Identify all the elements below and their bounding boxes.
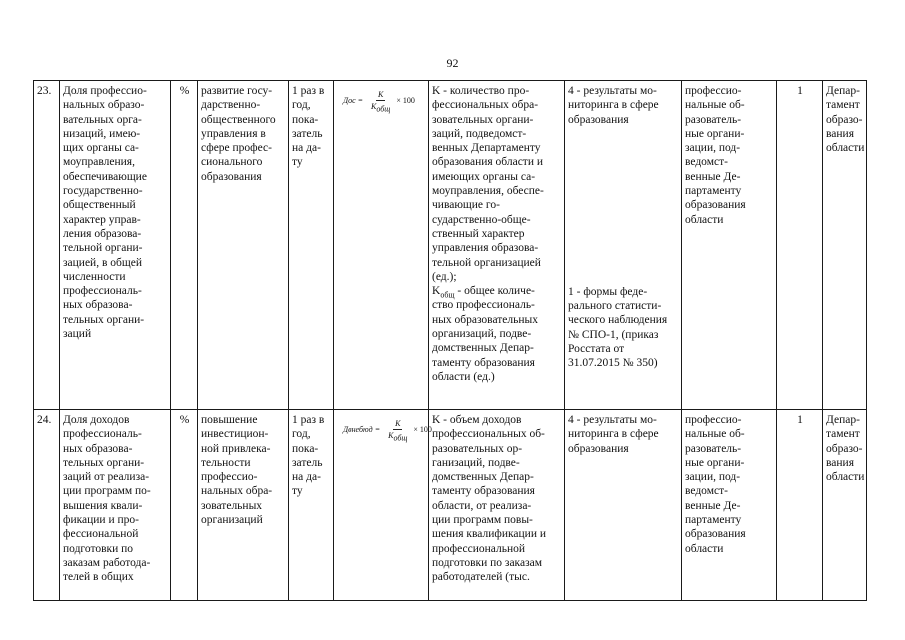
variables-line: работодателей (тыс. <box>432 571 530 584</box>
sources-line: 4 - результаты мо- <box>568 414 657 426</box>
frequency-line: 1 раз в <box>292 85 325 97</box>
direction-cell <box>198 81 289 410</box>
variables-line: организаций, подве- <box>432 328 532 341</box>
variables-line: K - количество про- <box>432 85 530 97</box>
sources-cell <box>565 81 682 410</box>
frequency-line: ту <box>292 485 303 498</box>
frequency-line: затель <box>292 127 323 140</box>
formula <box>343 419 432 443</box>
weight-value: 1 <box>797 85 803 97</box>
indicator-line: государственно- <box>63 185 143 198</box>
responsible-line: Депар- <box>826 414 860 426</box>
variables-line: (ед.); <box>432 270 457 283</box>
indicator-line: профессиональ- <box>63 428 142 441</box>
indicator-line: подготовки по <box>63 542 134 555</box>
variables-cell <box>429 410 565 601</box>
variables-line: профессиональной <box>432 542 526 555</box>
responsible-line: области <box>826 471 865 484</box>
reporting-line: области <box>685 542 724 555</box>
indicator-line: ных образова- <box>63 442 133 455</box>
frequency-line: год, <box>292 99 311 112</box>
indicator-line: обеспечивающие <box>63 170 147 183</box>
reporting-line: ведомст- <box>685 485 728 498</box>
direction-line: зовательных <box>201 499 263 512</box>
formula-denominator: Kобщ <box>371 102 391 114</box>
variables-line: области, от реализа- <box>432 499 532 512</box>
variables-line: шения квалификации и <box>432 528 547 541</box>
responsible-line: Депар- <box>826 85 860 97</box>
sources-line: образования <box>568 113 629 126</box>
indicator-cell <box>60 81 171 410</box>
responsible-line: образо- <box>826 442 863 455</box>
reporting-line: ные органи- <box>685 127 745 140</box>
table-row <box>34 410 867 601</box>
variables-line: области (ед.) <box>432 370 495 383</box>
reporting-line: зации, под- <box>685 142 741 155</box>
indicator-line: ции программ по- <box>63 485 151 498</box>
responsible-line: вания <box>826 127 854 140</box>
sources-line: 4 - результаты мо- <box>568 85 657 97</box>
variables-line: ство профессиональ- <box>432 299 535 312</box>
variables-line: сударственно-обще- <box>432 213 531 226</box>
indicator-line: телей в общих <box>63 571 134 584</box>
sources-cell <box>565 410 682 601</box>
responsible-cell <box>823 81 867 410</box>
indicator-line: заций от реализа- <box>63 471 150 484</box>
indicator-line: низаций, имею- <box>63 127 141 140</box>
variables-line: ции программ повы- <box>432 514 533 527</box>
variables-k-rest: - общее количе- <box>454 285 535 298</box>
formula-denominator: Kобщ <box>388 431 408 443</box>
sources-line: ниторинга в сфере <box>568 428 659 441</box>
frequency-line: на да- <box>292 142 321 155</box>
frequency-line: пока- <box>292 442 319 455</box>
frequency-line: ту <box>292 156 303 169</box>
formula-lhs: Двнебюд = <box>343 425 381 434</box>
indicator-line: общественный <box>63 199 136 212</box>
direction-cell <box>198 410 289 601</box>
sources-line: образования <box>568 442 629 455</box>
unit-value: % <box>179 414 190 426</box>
responsible-cell <box>823 410 867 601</box>
responsible-line: тамент <box>826 428 860 441</box>
sources-line: № СПО-1, (приказ <box>568 328 659 341</box>
variables-k-line <box>432 284 562 298</box>
variables-line: ственный характер <box>432 227 525 240</box>
reporting-line: разователь- <box>685 442 742 455</box>
variables-line: фессиональных обра- <box>432 99 539 112</box>
indicator-line: вышения квали- <box>63 499 143 512</box>
reporting-line: партаменту <box>685 514 742 527</box>
reporting-line: нальные об- <box>685 99 745 112</box>
reporting-line: зации, под- <box>685 471 741 484</box>
frequency-line: затель <box>292 456 323 469</box>
variables-line: подготовки по заказам <box>432 556 542 569</box>
reporting-cell <box>682 410 777 601</box>
variables-line: домственных Депар- <box>432 471 534 484</box>
variables-line: K - объем доходов <box>432 414 522 426</box>
indicator-line: ления образова- <box>63 227 142 240</box>
sources-line: рального статисти- <box>568 300 662 313</box>
direction-line: нальных обра- <box>201 485 273 498</box>
sources-line: 1 - формы феде- <box>568 285 648 298</box>
sources-line: 31.07.2015 № 350) <box>568 357 658 370</box>
variables-line: профессиональных об- <box>432 428 545 441</box>
variables-line: имеющих органы са- <box>432 170 536 183</box>
variables-line: тельной организацией <box>432 256 541 269</box>
frequency-line: год, <box>292 428 311 441</box>
unit-value: % <box>179 85 190 97</box>
row-number: 23. <box>37 85 52 97</box>
sources-line: ниторинга в сфере <box>568 99 659 112</box>
variables-cell <box>429 81 565 410</box>
frequency-line: пока- <box>292 113 319 126</box>
indicator-line: щих органы са- <box>63 142 139 155</box>
variables-line: таменту образования <box>432 356 535 369</box>
reporting-line: области <box>685 213 724 226</box>
reporting-line: партаменту <box>685 185 742 198</box>
variables-line: зовательных органи- <box>432 113 534 126</box>
direction-line: ной привлека- <box>201 442 271 455</box>
direction-line: дарственно- <box>201 99 261 112</box>
direction-line: профессио- <box>201 471 258 484</box>
indicator-line: тельной органи- <box>63 242 143 255</box>
indicators-table <box>33 80 867 601</box>
variables-line: заций, подведомст- <box>432 127 527 140</box>
formula-numerator: K <box>395 419 401 428</box>
variables-k-label: K <box>432 285 441 298</box>
row-number-cell <box>34 410 60 601</box>
indicator-line: моуправления, <box>63 156 135 169</box>
row-number: 24. <box>37 414 52 426</box>
reporting-cell <box>682 81 777 410</box>
indicator-line: профессиональ- <box>63 285 142 298</box>
frequency-cell <box>289 81 334 410</box>
direction-line: повышение <box>201 414 258 426</box>
reporting-line: ные органи- <box>685 456 745 469</box>
variables-line: чивающие го- <box>432 199 500 212</box>
indicator-cell <box>60 410 171 601</box>
variables-line: образования области и <box>432 156 544 169</box>
formula-cell <box>334 81 429 410</box>
indicator-line: фикации и про- <box>63 514 139 527</box>
frequency-cell <box>289 410 334 601</box>
formula <box>343 90 415 114</box>
formula-cell <box>334 410 432 601</box>
frequency-line: 1 раз в <box>292 414 325 426</box>
frequency-line: на да- <box>292 471 321 484</box>
sources-line: Росстата от <box>568 343 625 356</box>
variables-line: венных Департаменту <box>432 142 541 155</box>
direction-line: общественного <box>201 113 276 126</box>
direction-line: сионального <box>201 156 263 169</box>
indicator-line: заказам работода- <box>63 556 151 569</box>
reporting-line: образования <box>685 199 746 212</box>
formula-multiplier: × 100 <box>396 96 415 105</box>
formula-lhs: Дос = <box>343 96 364 105</box>
responsible-line: вания <box>826 456 854 469</box>
indicator-line: фессиональной <box>63 528 139 541</box>
variables-line: таменту образования <box>432 485 535 498</box>
formula-multiplier: × 100 <box>413 425 432 434</box>
variables-line: моуправления, обеспе- <box>432 185 544 198</box>
indicator-line: вательных орга- <box>63 113 142 126</box>
reporting-line: разователь- <box>685 113 742 126</box>
responsible-line: тамент <box>826 99 860 112</box>
direction-line: организаций <box>201 514 263 527</box>
responsible-line: области <box>826 142 865 155</box>
sources-spacer <box>568 127 679 285</box>
direction-line: сфере профес- <box>201 142 272 155</box>
direction-line: образования <box>201 170 262 183</box>
direction-line: тельности <box>201 456 251 469</box>
formula-fraction <box>386 419 409 443</box>
indicator-line: Доля доходов <box>63 414 130 426</box>
indicator-line: нальных образо- <box>63 99 145 112</box>
variables-line: домственных Депар- <box>432 342 534 355</box>
direction-line: развитие госу- <box>201 85 273 97</box>
page-number: 92 <box>446 56 459 70</box>
unit-cell <box>171 410 198 601</box>
weight-value: 1 <box>797 414 803 426</box>
responsible-line: образо- <box>826 113 863 126</box>
direction-line: управления в <box>201 127 266 140</box>
reporting-line: венные Де- <box>685 170 741 183</box>
indicator-line: численности <box>63 270 126 283</box>
variables-line: разовательных ор- <box>432 442 523 455</box>
variables-line: ных образовательных <box>432 313 539 326</box>
indicator-line: заций <box>63 328 92 341</box>
direction-line: инвестицион- <box>201 428 269 441</box>
formula-denominator-sub: общ <box>393 433 408 443</box>
sources-line: ческого наблюдения <box>568 314 668 327</box>
reporting-line: профессио- <box>685 85 742 97</box>
weight-cell <box>777 410 823 601</box>
indicator-line: Доля профессио- <box>63 85 147 97</box>
table-row <box>34 81 867 410</box>
indicator-line: зацией, в общей <box>63 256 142 269</box>
reporting-line: венные Де- <box>685 499 741 512</box>
indicator-line: тельных органи- <box>63 456 145 469</box>
indicator-line: тельных органи- <box>63 313 145 326</box>
indicator-line: ных образова- <box>63 299 133 312</box>
variables-line: ганизаций, подве- <box>432 456 520 469</box>
variables-line: управления образова- <box>432 242 539 255</box>
reporting-line: образования <box>685 528 746 541</box>
row-number-cell <box>34 81 60 410</box>
unit-cell <box>171 81 198 410</box>
indicator-line: характер управ- <box>63 213 141 226</box>
formula-numerator: K <box>378 90 384 99</box>
reporting-line: профессио- <box>685 414 742 426</box>
formula-denominator-sub: общ <box>376 104 391 114</box>
weight-cell <box>777 81 823 410</box>
variables-k-sub: общ <box>440 290 455 300</box>
formula-fraction <box>369 90 392 114</box>
reporting-line: нальные об- <box>685 428 745 441</box>
reporting-line: ведомст- <box>685 156 728 169</box>
